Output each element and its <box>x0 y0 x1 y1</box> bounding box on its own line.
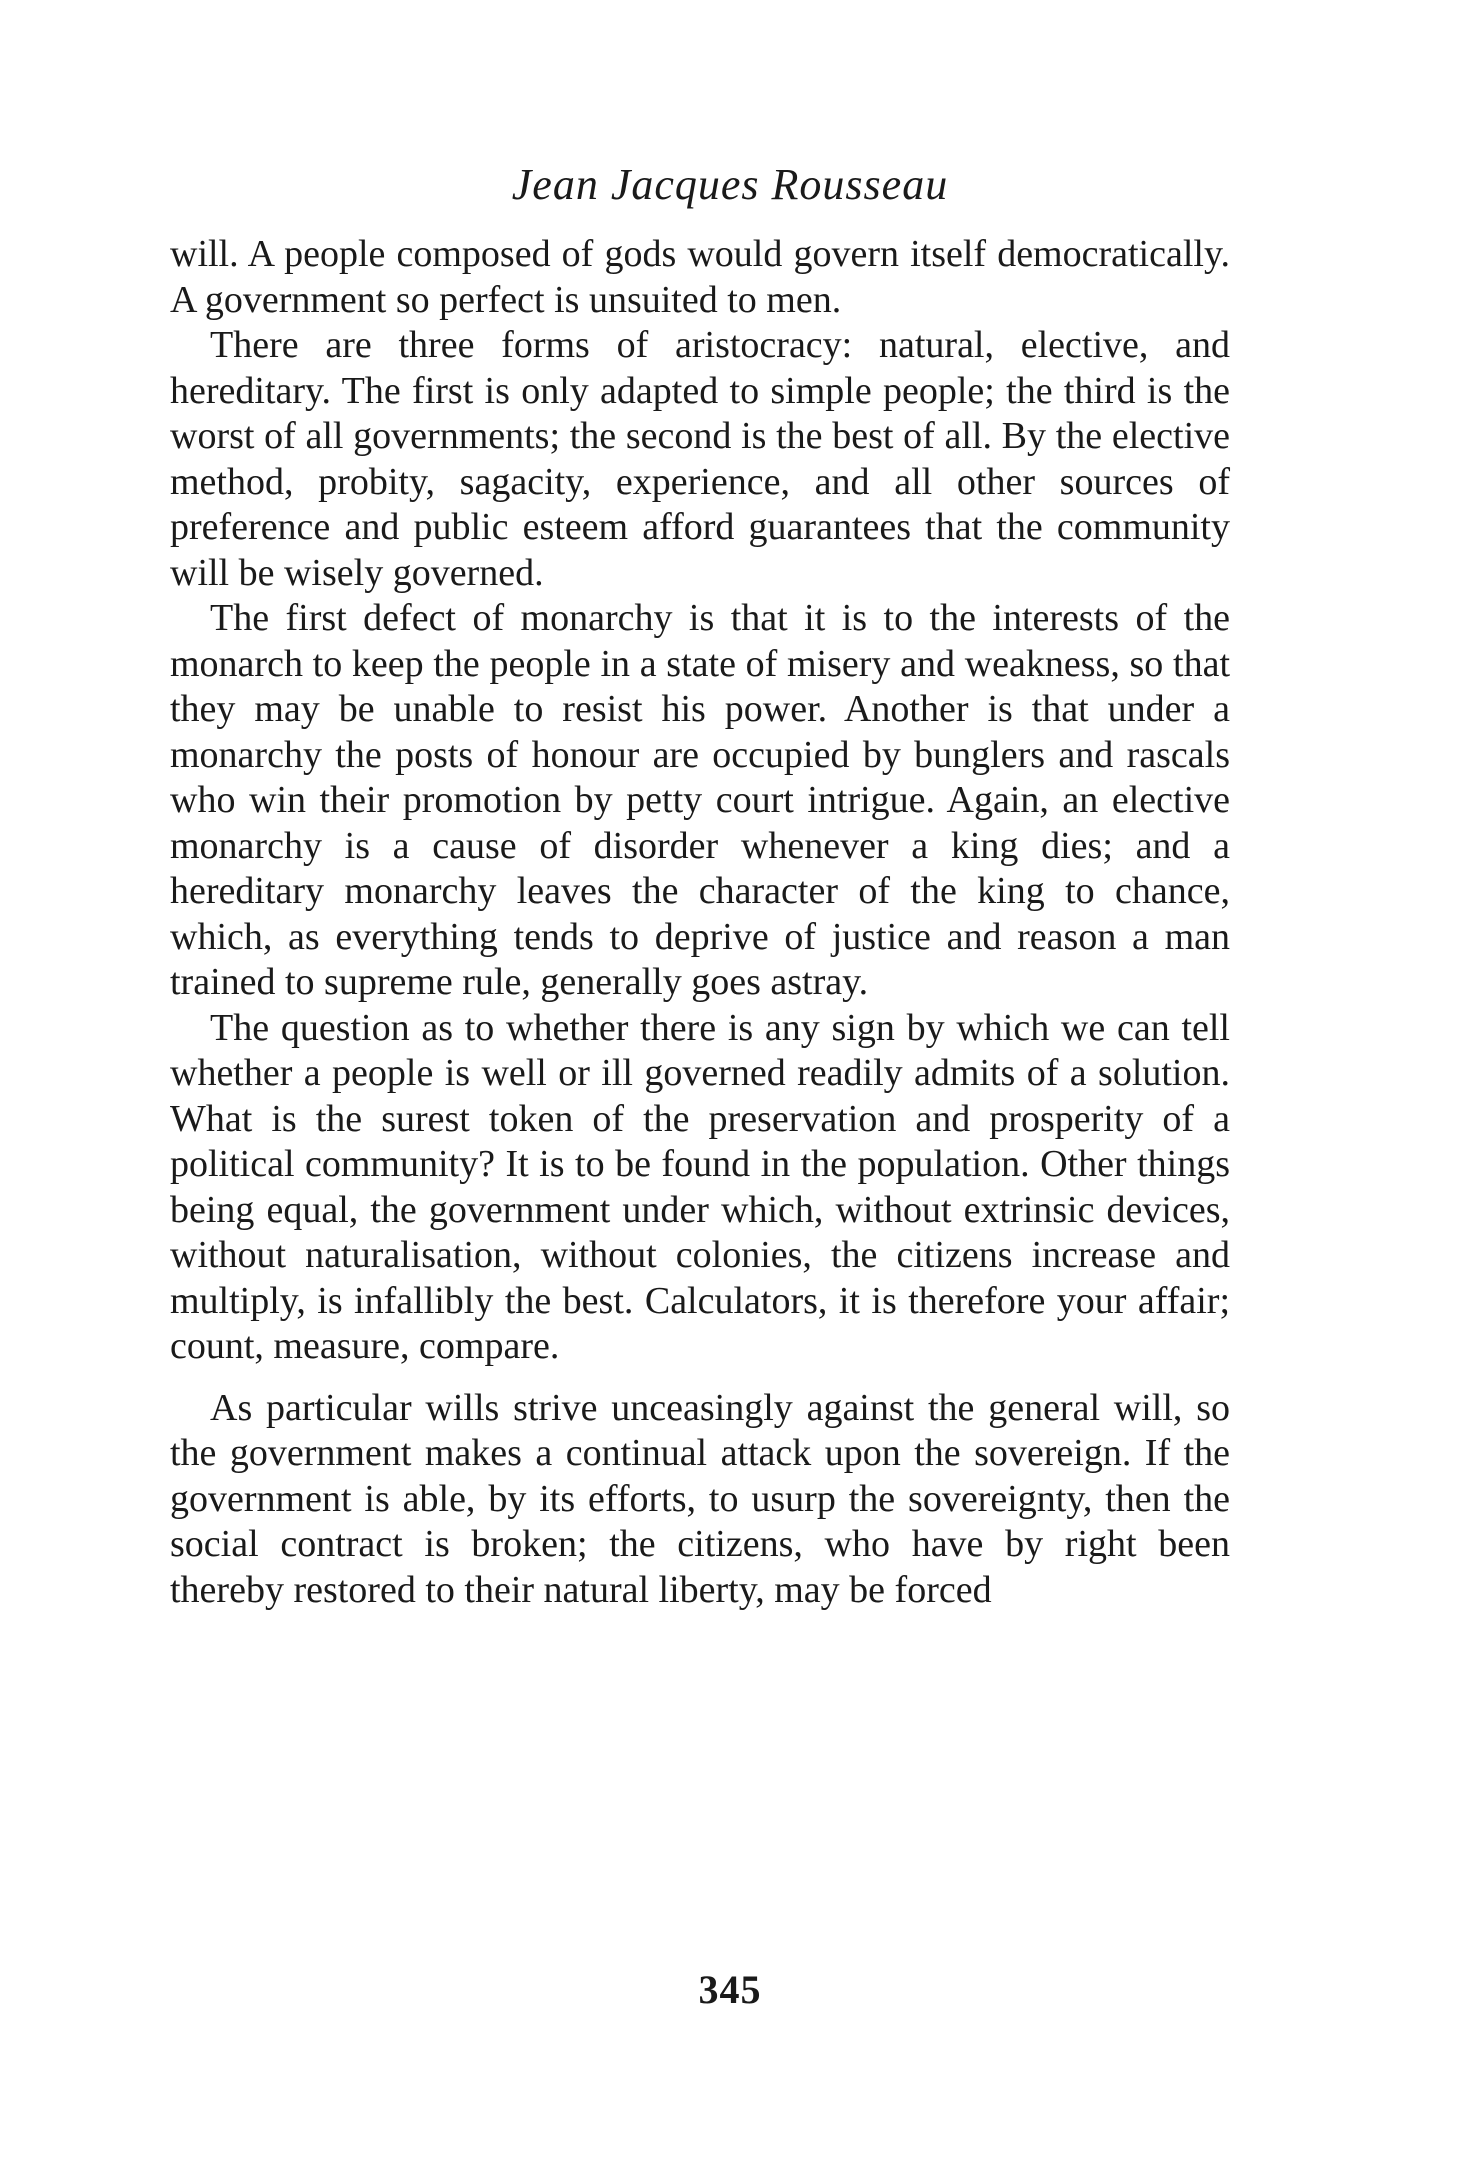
paragraph: The question as to whether there is any sign by which we can tell whether a people is well or ill governed readily admits of a solution. What is the surest token of the preservation and prosperity of a political community? It is to be found in the population. Other things being equal, the government under which, without extrinsic devices, without naturalisation, without colonies, the citizens increase and multiply, is infallibly the best. Calculators, it is therefore your affair; count, measure, compare. <box>170 1006 1230 1367</box>
body-text <box>170 232 1230 1613</box>
paragraph: The first defect of monarchy is that it is to the interests of the monarch to keep the people in a state of misery and weakness, so that they may be unable to resist his power. Another is that under a monarchy the posts of honour are occupied by bunglers and rascals who win their promotion by petty court intrigue. Again, an elective monarchy is a cause of disorder whenever a king dies; and a hereditary monarchy leaves the character of the king to chance, which, as everything tends to deprive of justice and reason a man trained to supreme rule, generally goes astray. <box>170 597 1230 1003</box>
page-number: 345 <box>698 1967 762 2012</box>
paragraph: There are three forms of aristocracy: natural, elective, and hereditary. The first is only adapted to simple people; the third is the worst of all governments; the second is the best of all. By the elective method, probity, sagacity, experience, and all other sources of preference and public esteem afford guarantees that the community will be wisely governed. <box>170 324 1230 594</box>
paragraph: As particular wills strive unceasingly against the general will, so the government makes a continual attack upon the sovereign. If the government is able, by its efforts, to usurp the sovereignty, then the social contract is broken; the citizens, who have by right been thereby restored to their natural liberty, may be forced <box>170 1386 1230 1611</box>
paragraph: will. A people composed of gods would govern itself democratically. A government so perfect is unsuited to men. <box>170 233 1230 321</box>
running-head: Jean Jacques Rousseau <box>511 160 949 209</box>
